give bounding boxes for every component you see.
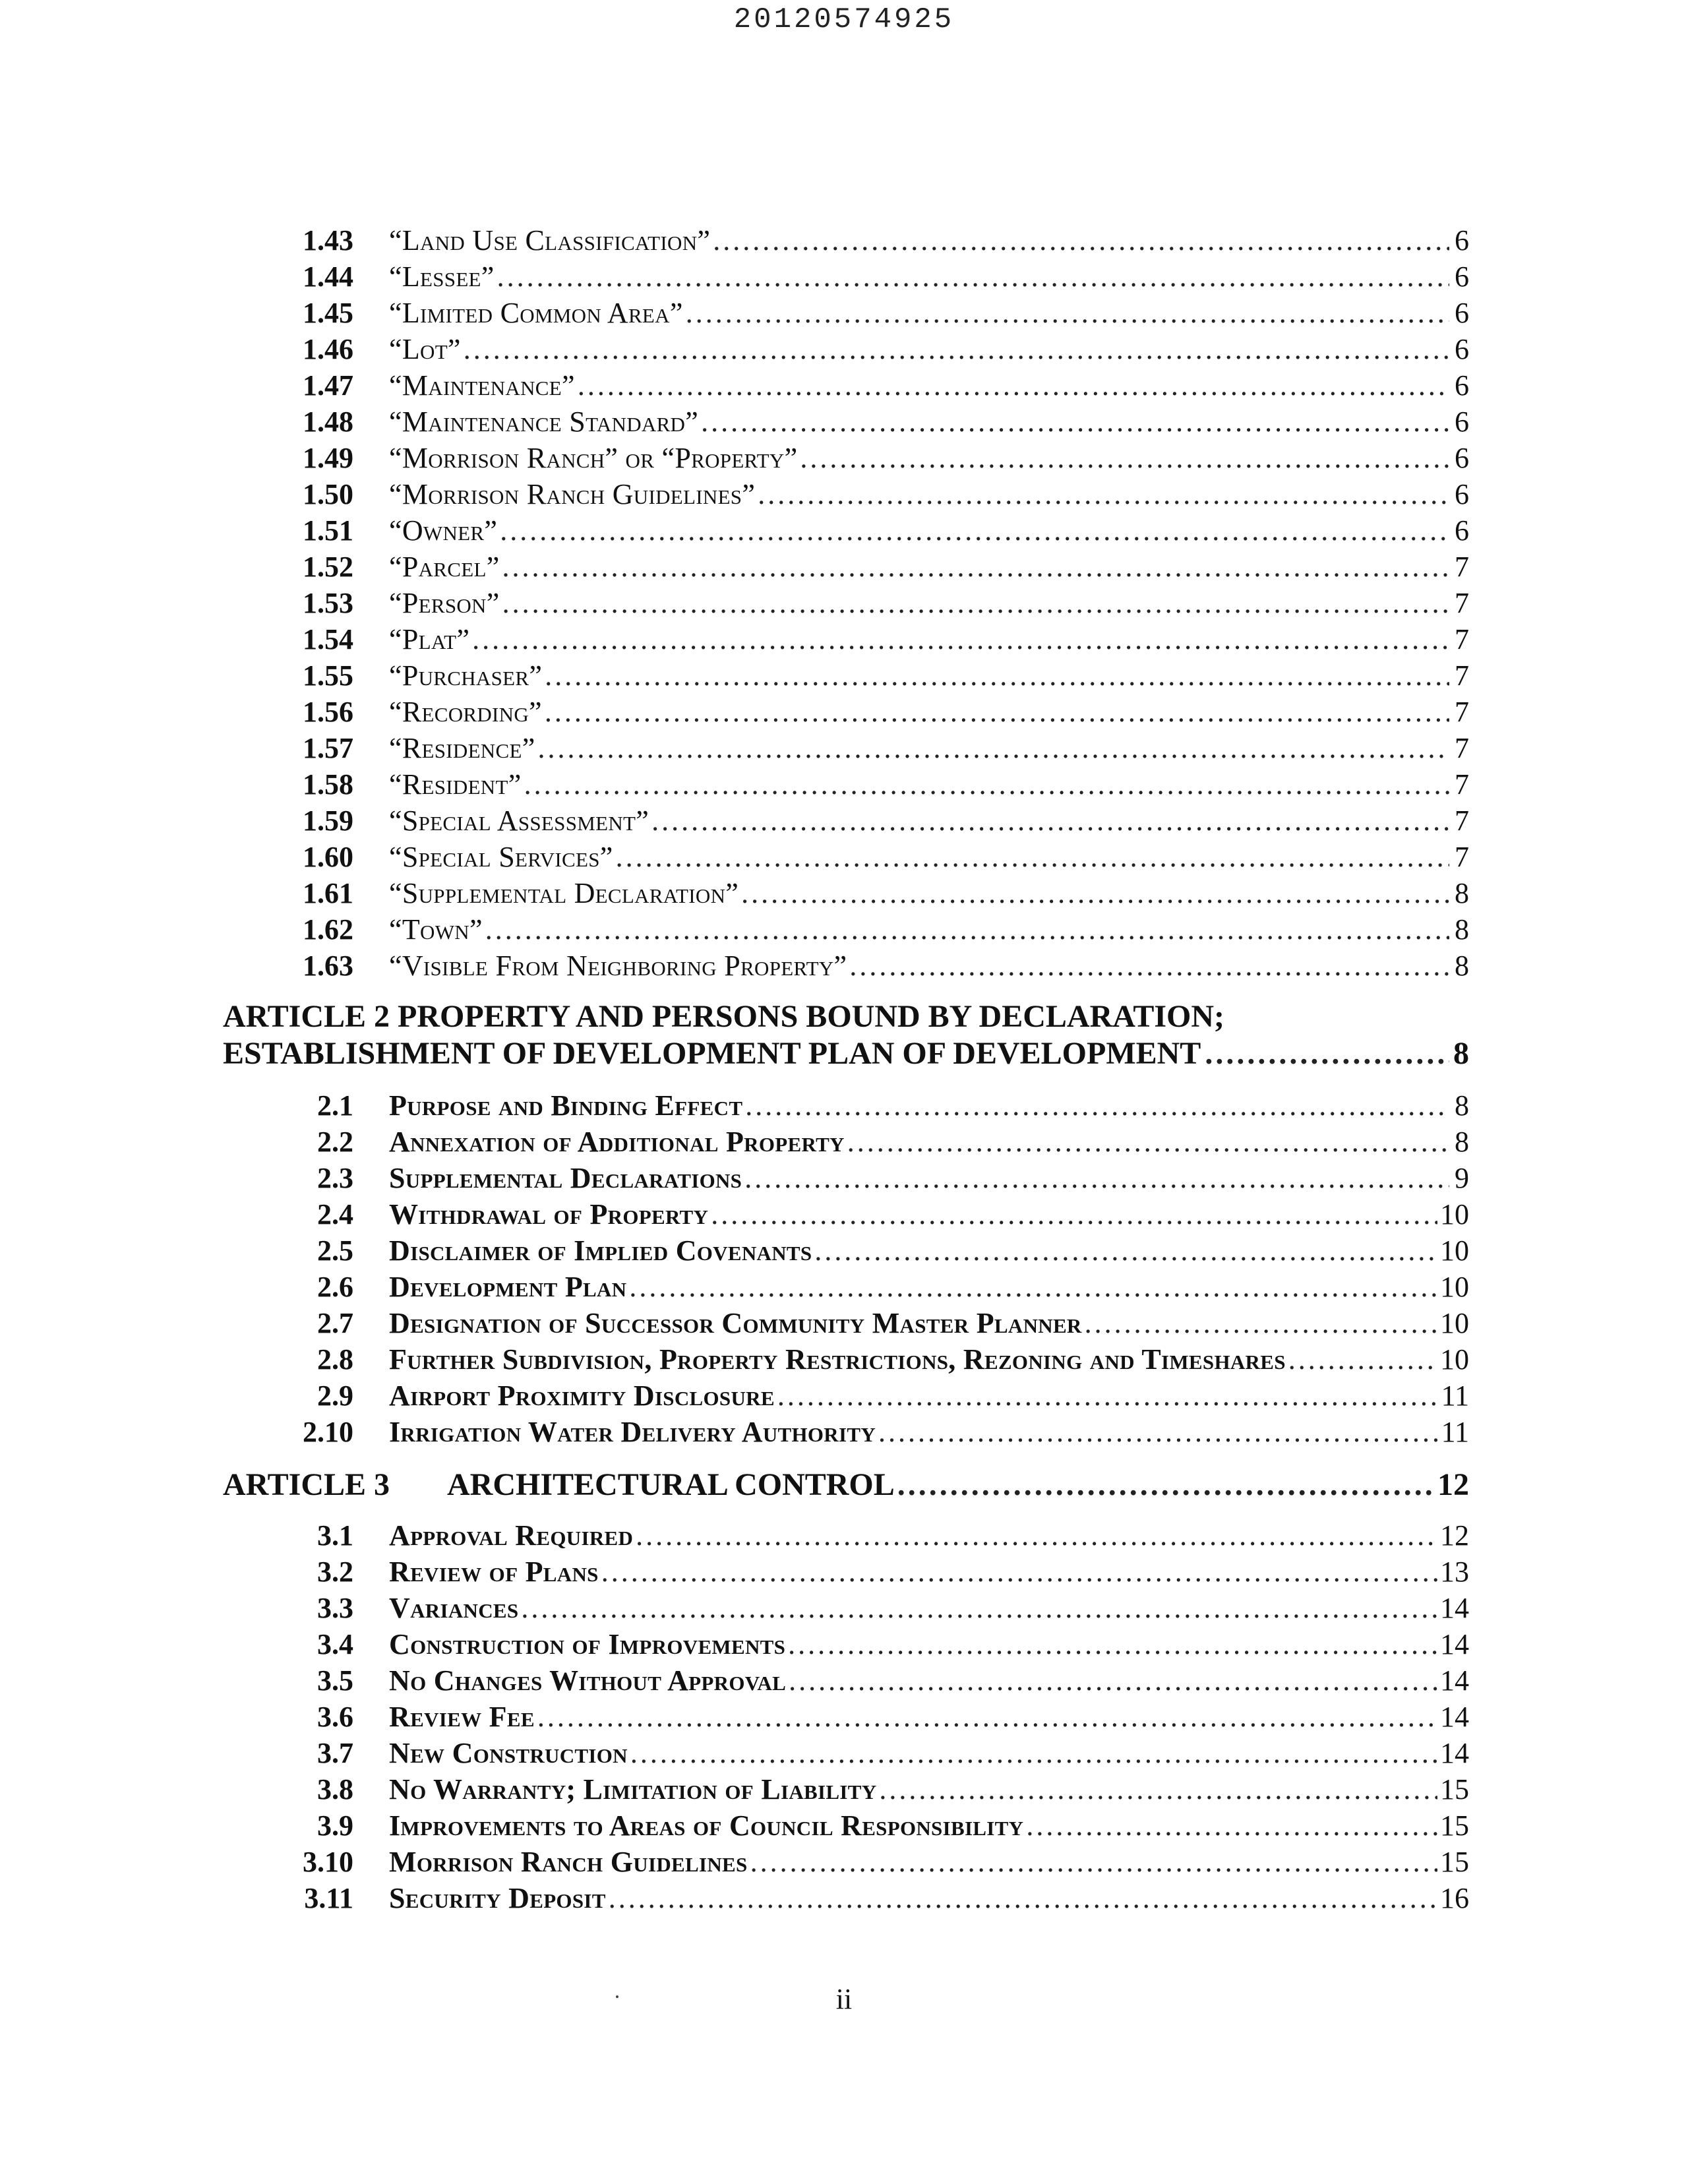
leader-dots: [741, 876, 1449, 911]
toc-entry-number: 3.7: [317, 1737, 353, 1769]
toc-entry-number: 2.2: [317, 1126, 353, 1158]
toc-entry-title: Further Subdivision, Property Restrictions, Rezoning and Timeshares: [389, 1343, 1286, 1376]
toc-entry: [257, 1627, 1469, 1662]
toc-entry-title: “Plat”: [389, 623, 470, 655]
toc-entry-number: 1.53: [303, 587, 353, 619]
toc-entry-page: 6: [1455, 260, 1469, 293]
toc-entry-number: 1.50: [303, 478, 353, 510]
toc-entry-number-wrap: [257, 1844, 389, 1880]
leader-dots: [750, 1844, 1437, 1880]
toc-entry-title: “Morrison Ranch Guidelines”: [389, 478, 756, 510]
toc-entry: [257, 1518, 1469, 1554]
toc-entry: [257, 1881, 1469, 1916]
toc-entry-number-wrap: [257, 332, 389, 367]
toc-entry-number-wrap: [257, 513, 389, 549]
toc-entry-page: 10: [1440, 1271, 1469, 1303]
toc-entry-number: 3.4: [317, 1628, 353, 1660]
toc-entry-number-wrap: [257, 368, 389, 404]
toc-entry-page: 14: [1440, 1701, 1469, 1733]
leader-dots: [897, 1467, 1435, 1503]
leader-dots: [1085, 1306, 1437, 1341]
toc-entry-page: 8: [1455, 877, 1469, 909]
toc-entry-title: No Changes Without Approval: [389, 1664, 787, 1697]
toc-entry: [257, 731, 1469, 766]
toc-entry-page: 6: [1455, 369, 1469, 402]
toc-entry: [257, 876, 1469, 911]
toc-entry: [257, 1378, 1469, 1414]
toc-entry-page: 11: [1441, 1380, 1469, 1412]
toc-entry-title: Improvements to Areas of Council Responsibility: [389, 1809, 1024, 1842]
toc-entry-number-wrap: [257, 1269, 389, 1305]
toc-entry: [257, 368, 1469, 404]
toc-entry-title: Development Plan: [389, 1271, 627, 1303]
toc-entry-title: Withdrawal of Property: [389, 1198, 709, 1230]
toc-entry-title: Supplemental Declarations: [389, 1162, 742, 1194]
leader-dots: [1026, 1808, 1437, 1844]
toc-entry-number: 1.61: [303, 877, 353, 909]
toc-entry: [257, 1161, 1469, 1196]
toc-entry-page: 7: [1455, 696, 1469, 728]
leader-dots: [485, 912, 1449, 948]
toc-entry-title: “Owner”: [389, 514, 498, 547]
toc-entry: [257, 948, 1469, 984]
leader-dots: [878, 1414, 1439, 1450]
toc-entry: [257, 404, 1469, 440]
toc-entry: [257, 1414, 1469, 1450]
toc-entry-page: 6: [1455, 406, 1469, 438]
toc-entry-number-wrap: [257, 912, 389, 948]
toc-entry-page: 9: [1455, 1162, 1469, 1194]
toc-entry: [257, 839, 1469, 875]
leader-dots: [814, 1233, 1437, 1269]
article-2-heading-title: ESTABLISHMENT OF DEVELOPMENT PLAN OF DEVELOPMENT: [223, 1036, 1201, 1071]
leader-dots: [578, 368, 1449, 404]
article-2-heading: [223, 998, 1469, 1072]
toc-entry: [257, 1342, 1469, 1378]
toc-entry-number: 2.3: [317, 1162, 353, 1194]
leader-dots: [758, 477, 1449, 512]
toc-entry-title: Designation of Successor Community Master Planner: [389, 1307, 1082, 1339]
toc-entry-number-wrap: [257, 839, 389, 875]
toc-entry-title: “Supplemental Declaration”: [389, 877, 739, 909]
toc-entry-title: “Lot”: [389, 333, 461, 365]
toc-entry-number-wrap: [257, 477, 389, 512]
toc-entry-number: 2.9: [317, 1380, 353, 1412]
toc-entry-page: 7: [1455, 768, 1469, 801]
toc-entry-number: 3.5: [317, 1664, 353, 1697]
toc-entry-page: 14: [1440, 1664, 1469, 1697]
toc-entry: [257, 1554, 1469, 1590]
article-3-heading: [223, 1467, 1469, 1503]
toc-entry-page: 8: [1455, 950, 1469, 982]
toc-entry-title: “Residence”: [389, 732, 535, 764]
leader-dots: [1288, 1342, 1437, 1378]
toc-entry: [257, 295, 1469, 331]
toc-entry: [257, 1808, 1469, 1844]
toc-entry-page: 15: [1440, 1809, 1469, 1842]
toc-entry-number: 3.11: [304, 1882, 353, 1914]
toc-entry-page: 7: [1455, 623, 1469, 655]
toc-entry-number-wrap: [257, 1197, 389, 1232]
toc-entry-number: 2.10: [303, 1416, 353, 1448]
toc-entry: [257, 1088, 1469, 1124]
toc-entry: [257, 1591, 1469, 1626]
toc-entry-number: 3.1: [317, 1519, 353, 1552]
toc-entry-title: “Parcel”: [389, 551, 500, 583]
toc-entry-number-wrap: [257, 1699, 389, 1735]
toc-entry-page: 8: [1455, 1089, 1469, 1122]
toc-entry-number: 1.48: [303, 406, 353, 438]
toc-entry-number-wrap: [257, 1378, 389, 1414]
toc-entry-page: 6: [1455, 333, 1469, 365]
leader-dots: [472, 622, 1449, 657]
page-number: ii: [835, 1983, 853, 2015]
toc-entry: [257, 259, 1469, 295]
article-3-title: ARCHITECTURAL CONTROL: [447, 1467, 895, 1502]
toc-entry-number-wrap: [257, 1518, 389, 1554]
toc-entry-page: 10: [1440, 1307, 1469, 1339]
leader-dots: [629, 1269, 1437, 1305]
article-2-page: 8: [1453, 1036, 1469, 1071]
toc-entry-page: 7: [1455, 841, 1469, 873]
leader-dots: [800, 440, 1449, 476]
toc-entry-number-wrap: [257, 1554, 389, 1590]
toc-entry-title: “Lessee”: [389, 260, 495, 293]
leader-dots: [1205, 1035, 1449, 1072]
leader-dots: [711, 1197, 1437, 1232]
toc-entry: [257, 332, 1469, 367]
toc-entry-page: 6: [1455, 478, 1469, 510]
toc-entry: [257, 477, 1469, 512]
leader-dots: [524, 767, 1449, 803]
toc-entry-number: 1.63: [303, 950, 353, 982]
toc-entry: [257, 1197, 1469, 1232]
toc-entry-number-wrap: [257, 767, 389, 803]
toc-entry-number: 2.1: [317, 1089, 353, 1122]
toc-entry-number: 3.9: [317, 1809, 353, 1842]
toc-entry-title: Irrigation Water Delivery Authority: [389, 1416, 876, 1448]
toc-entry-number: 1.49: [303, 442, 353, 474]
toc-entry-number: 1.46: [303, 333, 353, 365]
leader-dots: [745, 1088, 1449, 1124]
toc-entry-number: 1.62: [303, 913, 353, 946]
toc-entry-page: 10: [1440, 1234, 1469, 1267]
toc-entry-page: 7: [1455, 587, 1469, 619]
leader-dots: [651, 803, 1449, 839]
leader-dots: [788, 1627, 1437, 1662]
toc-entry-page: 14: [1440, 1592, 1469, 1624]
toc-entry-title: “Town”: [389, 913, 483, 946]
toc-entry: [257, 586, 1469, 621]
toc-entry-page: 6: [1455, 514, 1469, 547]
toc-entry-title: “Purchaser”: [389, 659, 543, 692]
toc-entry-title: Morrison Ranch Guidelines: [389, 1846, 748, 1878]
toc-entry-page: 7: [1455, 659, 1469, 692]
toc-entry-page: 14: [1440, 1737, 1469, 1769]
toc-entry: [257, 440, 1469, 476]
toc-entry-number-wrap: [257, 622, 389, 657]
toc-entry-number-wrap: [257, 1124, 389, 1160]
article-3-page: 12: [1437, 1467, 1469, 1502]
toc-entry-title: “Person”: [389, 587, 500, 619]
toc-entry-number-wrap: [257, 1591, 389, 1626]
toc-entry: [257, 1772, 1469, 1807]
toc-entry: [257, 1306, 1469, 1341]
leader-dots: [537, 1699, 1437, 1735]
article-3-label: ARTICLE 3: [223, 1467, 390, 1502]
toc-entry-page: 7: [1455, 732, 1469, 764]
leader-dots: [521, 1591, 1437, 1626]
toc-entry-number-wrap: [257, 694, 389, 730]
toc-entry-page: 7: [1455, 551, 1469, 583]
toc-entry: [257, 223, 1469, 258]
toc-entry-number-wrap: [257, 803, 389, 839]
toc-entry-number: 3.10: [303, 1846, 353, 1878]
toc-entry: [257, 1269, 1469, 1305]
toc-entry-page: 12: [1440, 1519, 1469, 1552]
toc-entry-page: 15: [1440, 1773, 1469, 1805]
toc-entry-title: “Morrison Ranch” or “Property”: [389, 442, 798, 474]
toc-entry-title: Variances: [389, 1592, 519, 1624]
toc-entry-number-wrap: [257, 1736, 389, 1771]
toc-entry-title: Annexation of Additional Property: [389, 1126, 845, 1158]
toc-entry-number: 3.8: [317, 1773, 353, 1805]
toc-entry-number: 2.6: [317, 1271, 353, 1303]
toc-entry-page: 10: [1440, 1343, 1469, 1376]
leader-dots: [601, 1554, 1437, 1590]
toc-entry-number-wrap: [257, 1306, 389, 1341]
article-2-heading-line1: ARTICLE 2 PROPERTY AND PERSONS BOUND BY DECLARATION;: [223, 999, 1225, 1034]
toc-entry-page: 6: [1455, 224, 1469, 257]
toc-entry: [257, 694, 1469, 730]
leader-dots: [744, 1161, 1449, 1196]
toc-entry-title: Approval Required: [389, 1519, 634, 1552]
toc-entry-title: “Land Use Classification”: [389, 224, 711, 257]
toc-entry-number: 1.45: [303, 297, 353, 329]
toc-entry-title: Security Deposit: [389, 1882, 606, 1914]
toc-entry-number: 1.52: [303, 551, 353, 583]
toc-entry-title: “Recording”: [389, 696, 542, 728]
leader-dots: [686, 295, 1449, 331]
toc-entry-number-wrap: [257, 1342, 389, 1378]
toc-entry: [257, 549, 1469, 585]
toc-entry-title: Construction of Improvements: [389, 1628, 786, 1660]
leader-dots: [500, 513, 1449, 549]
toc-entry-number: 1.54: [303, 623, 353, 655]
article-2-heading-line2: [223, 1035, 1469, 1072]
leader-dots: [847, 1124, 1449, 1160]
toc-entry-number-wrap: [257, 440, 389, 476]
toc-entry-number: 2.7: [317, 1307, 353, 1339]
toc-entry-number-wrap: [257, 1627, 389, 1662]
leader-dots: [636, 1518, 1437, 1554]
toc-entry-title: “Resident”: [389, 768, 522, 801]
toc-entry-title: “Maintenance Standard”: [389, 406, 699, 438]
toc-entry-number: 3.6: [317, 1701, 353, 1733]
toc-entry-page: 13: [1440, 1556, 1469, 1588]
toc-entry-title: “Limited Common Area”: [389, 297, 683, 329]
toc-entry: [257, 658, 1469, 694]
leader-dots: [609, 1881, 1437, 1916]
toc-entry-number-wrap: [257, 876, 389, 911]
toc-entry: [257, 803, 1469, 839]
leader-dots: [713, 223, 1449, 258]
toc-entry-page: 10: [1440, 1198, 1469, 1230]
leader-dots: [545, 658, 1449, 694]
toc-entry-number-wrap: [257, 1663, 389, 1699]
toc-entry-number-wrap: [257, 1088, 389, 1124]
toc-entry-number: 1.58: [303, 768, 353, 801]
toc-entry: [257, 1124, 1469, 1160]
toc-entry-number: 1.59: [303, 804, 353, 837]
toc-entry-number-wrap: [257, 1881, 389, 1916]
toc-entry-number-wrap: [257, 549, 389, 585]
toc-entry: [257, 767, 1469, 803]
leader-dots: [538, 731, 1449, 766]
toc-entry: [257, 513, 1469, 549]
toc-entry-number: 1.47: [303, 369, 353, 402]
toc-entry: [257, 1699, 1469, 1735]
toc-entry-number-wrap: [257, 1808, 389, 1844]
leader-dots: [502, 549, 1449, 585]
toc-entry-number-wrap: [257, 1233, 389, 1269]
toc-entry-number-wrap: [257, 404, 389, 440]
leader-dots: [616, 839, 1449, 875]
toc-entry-title: Airport Proximity Disclosure: [389, 1380, 775, 1412]
toc-entry-number-wrap: [257, 1772, 389, 1807]
leader-dots: [701, 404, 1449, 440]
toc-entry-title: Review of Plans: [389, 1556, 599, 1588]
leader-dots: [502, 586, 1449, 621]
toc-entry-page: 16: [1440, 1882, 1469, 1914]
document-number-header: 20120574925: [733, 3, 955, 36]
toc-entry-page: 7: [1455, 804, 1469, 837]
leader-dots: [849, 948, 1449, 984]
toc-entry-title: “Special Assessment”: [389, 804, 649, 837]
toc-entry-number: 3.3: [317, 1592, 353, 1624]
toc-entry: [257, 1844, 1469, 1880]
toc-entry: [257, 1233, 1469, 1269]
toc-entry-title: “Maintenance”: [389, 369, 575, 402]
toc-entry-number-wrap: [257, 586, 389, 621]
toc-entry-number: 1.43: [303, 224, 353, 257]
toc-entry: [257, 1663, 1469, 1699]
toc-entry-page: 6: [1455, 442, 1469, 474]
toc-entry-title: Review Fee: [389, 1701, 535, 1733]
leader-dots: [630, 1736, 1437, 1771]
toc-entry-page: 8: [1455, 913, 1469, 946]
leader-dots: [777, 1378, 1439, 1414]
toc-entry-page: 11: [1441, 1416, 1469, 1448]
toc-entry-number-wrap: [257, 223, 389, 258]
toc-entry-page: 8: [1455, 1126, 1469, 1158]
toc-entry-page: 14: [1440, 1628, 1469, 1660]
toc-entry-title: “Special Services”: [389, 841, 613, 873]
toc-entry-number: 1.56: [303, 696, 353, 728]
toc-entry-number: 2.8: [317, 1343, 353, 1376]
toc-entry-number-wrap: [257, 1161, 389, 1196]
toc-entry-title: “Visible From Neighboring Property”: [389, 950, 847, 982]
toc-entry-number-wrap: [257, 259, 389, 295]
toc-entry: [257, 912, 1469, 948]
toc-entry-number: 1.60: [303, 841, 353, 873]
leader-dots: [879, 1772, 1437, 1807]
toc-entry-page: 15: [1440, 1846, 1469, 1878]
toc-entry-number-wrap: [257, 731, 389, 766]
toc-entry-title: Purpose and Binding Effect: [389, 1089, 743, 1122]
toc-entry-number-wrap: [257, 1414, 389, 1450]
toc-entry-number: 1.44: [303, 260, 353, 293]
leader-dots: [464, 332, 1449, 367]
toc-entry-number-wrap: [257, 948, 389, 984]
toc-entry-page: 6: [1455, 297, 1469, 329]
toc-entry: [257, 1736, 1469, 1771]
toc-entry-number: 3.2: [317, 1556, 353, 1588]
leader-dots: [497, 259, 1449, 295]
toc-entry-title: Disclaimer of Implied Covenants: [389, 1234, 812, 1267]
toc-entry: [257, 622, 1469, 657]
toc-entry-number: 2.5: [317, 1234, 353, 1267]
toc-entry-number: 1.55: [303, 659, 353, 692]
leader-dots: [789, 1663, 1437, 1699]
toc-entry-title: No Warranty; Limitation of Liability: [389, 1773, 877, 1805]
toc-entry-number: 1.57: [303, 732, 353, 764]
toc-entry-title: New Construction: [389, 1737, 628, 1769]
toc-entry-number: 1.51: [303, 514, 353, 547]
toc-entry-number-wrap: [257, 658, 389, 694]
leader-dots: [545, 694, 1449, 730]
toc-entry-number: 2.4: [317, 1198, 353, 1230]
toc-entry-number-wrap: [257, 295, 389, 331]
